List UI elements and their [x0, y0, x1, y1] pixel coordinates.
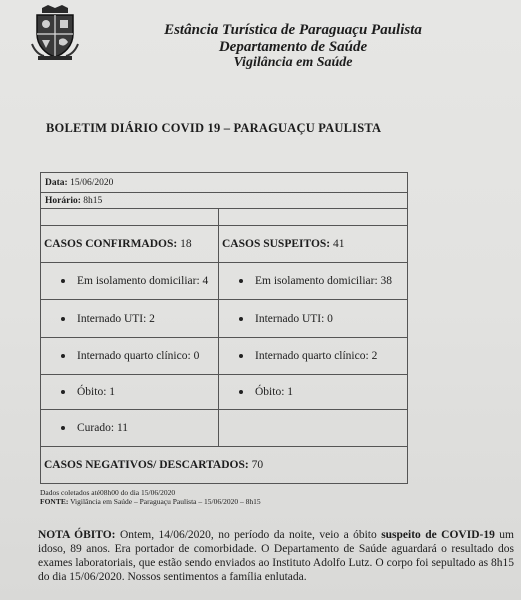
bullet-icon [239, 390, 243, 394]
death-note [38, 528, 514, 584]
confirmed-label: CASOS CONFIRMADOS: [44, 238, 178, 250]
time-row [41, 192, 407, 208]
source-text: Vigilância em Saúde – Paraguaçu Paulista – 15/06/2020 – 8h15 [70, 497, 261, 506]
confirmed-item-label: Em isolamento domiciliar: [77, 275, 200, 287]
totals-row [41, 225, 407, 262]
breakdown-row [41, 337, 407, 374]
suspected-item-value: 1 [287, 386, 294, 398]
suspected-item-value: 2 [371, 350, 378, 362]
note-text-1: Ontem, 14/06/2020, no período da noite, veio a óbito [119, 529, 377, 541]
source-label: FONTE: [40, 497, 69, 506]
bullet-icon [239, 317, 243, 321]
header-line-1: Estância Turística de Paraguaçu Paulista [164, 22, 422, 38]
time-label: Horário: [45, 195, 81, 206]
source-note [40, 497, 261, 506]
breakdown-row [41, 409, 407, 446]
footnotes [40, 488, 261, 506]
bulletin-title: BOLETIM DIÁRIO COVID 19 – PARAGUAÇU PAULISTA [46, 121, 382, 135]
note-text-2: um idoso, 89 anos. Era portador de comorbidade. O Departamento de Saúde aguardará o resultado dos exames laboratoriais, que estão sendo enviados ao Instituto Adolfo Lutz. O corpo foi sepultado as 8h15 do dia 15/06/2020. Nossos sentimentos a família enlutada. [38, 529, 514, 583]
breakdown-row [41, 299, 407, 337]
coat-of-arms-logo [30, 4, 80, 60]
date-row [41, 173, 407, 192]
breakdown-row [41, 262, 407, 299]
negatives-label: CASOS NEGATIVOS/ DESCARTADOS: [44, 459, 249, 471]
spacer-row [41, 208, 407, 225]
confirmed-item-value: 2 [149, 312, 155, 325]
institution-header [98, 22, 488, 71]
suspected-label: CASOS SUSPEITOS: [222, 238, 331, 250]
bullet-icon [61, 354, 65, 358]
bullet-icon [239, 279, 243, 283]
bullet-icon [61, 390, 65, 394]
data-collected-note: Dados coletados até08h00 do dia 15/06/2020 [40, 488, 176, 497]
note-label: NOTA ÓBITO: [38, 529, 116, 541]
date-label: Data: [45, 177, 68, 188]
confirmed-item-value: 0 [193, 350, 200, 362]
confirmed-value: 18 [180, 238, 192, 250]
covid-bulletin-table [40, 172, 408, 484]
suspected-item-value: 0 [327, 312, 333, 325]
confirmed-item-value: 1 [109, 386, 116, 398]
negatives-row [41, 446, 407, 483]
suspected-item-label: Em isolamento domiciliar: [255, 275, 378, 287]
bullet-icon [61, 426, 65, 430]
date-value: 15/06/2020 [70, 177, 114, 188]
header-line-2: Departamento de Saúde [218, 39, 368, 55]
suspected-value: 41 [333, 238, 345, 250]
confirmed-item-label: Curado: [77, 422, 115, 434]
bullet-icon [239, 354, 243, 358]
bullet-icon [61, 279, 65, 283]
breakdown-row [41, 374, 407, 409]
confirmed-item-label: Internado UTI: [77, 312, 147, 325]
time-value: 8h15 [83, 195, 103, 206]
note-highlight: suspeito de COVID-19 [381, 529, 495, 541]
confirmed-item-value: 4 [202, 275, 209, 287]
confirmed-item-label: Internado quarto clínico: [77, 350, 191, 362]
header-line-3: Vigilância em Saúde [233, 55, 353, 70]
suspected-item-label: Óbito: [255, 386, 285, 398]
negatives-value: 70 [251, 459, 264, 471]
suspected-item-label: Internado quarto clínico: [255, 350, 369, 362]
suspected-item-value: 38 [380, 275, 393, 287]
confirmed-item-label: Óbito: [77, 386, 107, 398]
suspected-item-label: Internado UTI: [255, 312, 325, 325]
bullet-icon [61, 317, 65, 321]
confirmed-item-value: 11 [116, 422, 129, 434]
